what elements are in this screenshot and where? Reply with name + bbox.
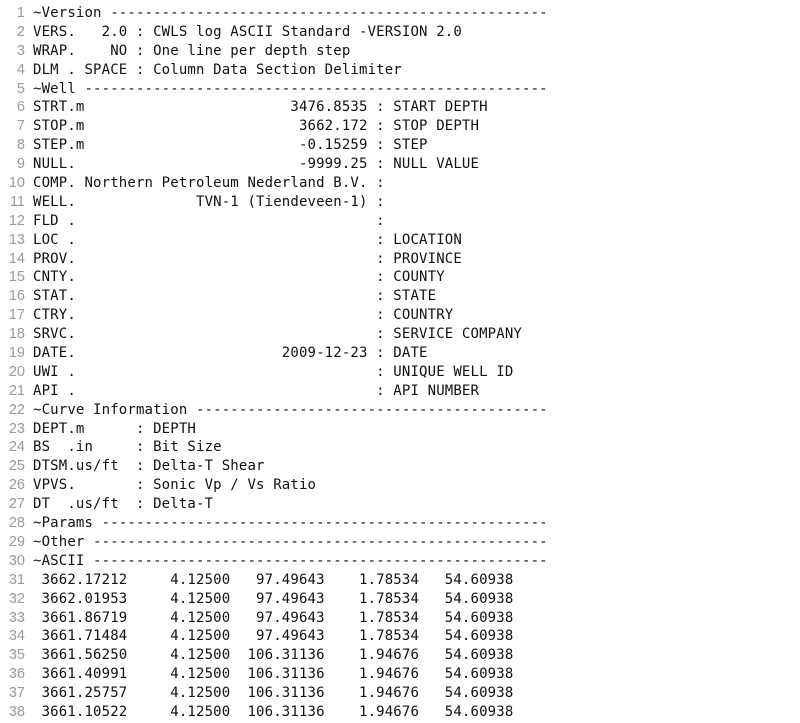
editor-line[interactable] [0,212,800,231]
editor-line[interactable] [0,552,800,571]
line-text[interactable]: 3661.25757 4.12500 106.31136 1.94676 54.60938 [33,685,514,702]
line-text[interactable]: WRAP. NO : One line per depth step [33,42,351,59]
editor-line[interactable] [0,703,800,722]
editor-line[interactable] [0,363,800,382]
line-text[interactable]: STEP.m -0.15259 : STEP [33,137,428,154]
line-number: 18 [8,326,25,343]
line-number: 10 [8,175,25,192]
line-number: 37 [8,685,25,702]
editor-line[interactable] [0,193,800,212]
line-text[interactable]: COMP. Northern Petroleum Nederland B.V. : [33,175,385,192]
line-number: 33 [8,609,25,626]
editor-line[interactable] [0,231,800,250]
line-number: 27 [8,496,25,513]
editor-line[interactable] [0,174,800,193]
line-text[interactable]: UWI . : UNIQUE WELL ID [33,363,514,380]
editor-line[interactable] [0,268,800,287]
line-text[interactable]: CTRY. : COUNTRY [33,307,454,324]
line-text[interactable]: DATE. 2009-12-23 : DATE [33,345,428,362]
editor-line[interactable] [0,514,800,533]
line-text[interactable]: ~Params ---------------------------------------------------- [33,515,548,532]
editor-line[interactable] [0,627,800,646]
editor-line[interactable] [0,325,800,344]
editor-line[interactable] [0,61,800,80]
editor-line[interactable] [0,287,800,306]
line-text[interactable]: ~Version --------------------------------------------------- [33,5,548,21]
line-number: 23 [8,420,25,437]
line-number: 24 [8,439,25,456]
line-number: 32 [8,590,25,607]
editor-line[interactable] [0,646,800,665]
line-number: 6 [16,99,25,116]
line-number: 2 [16,23,25,40]
text-editor[interactable] [0,4,800,722]
line-text[interactable]: NULL. -9999.25 : NULL VALUE [33,156,480,173]
line-text[interactable]: ~Curve Information ----------------------------------------- [33,401,548,418]
line-text[interactable]: SRVC. : SERVICE COMPANY [33,326,522,343]
line-number: 15 [8,269,25,286]
line-number: 14 [8,250,25,267]
editor-line[interactable] [0,155,800,174]
editor-line[interactable] [0,495,800,514]
line-number: 22 [8,401,25,418]
editor-line[interactable] [0,42,800,61]
line-text[interactable]: DT .us/ft : Delta-T [33,496,214,513]
line-text[interactable]: VPVS. : Sonic Vp / Vs Ratio [33,477,317,494]
line-text[interactable]: CNTY. : COUNTY [33,269,445,286]
line-number: 16 [8,288,25,305]
line-text[interactable]: STOP.m 3662.172 : STOP DEPTH [33,118,480,135]
line-number: 26 [8,477,25,494]
line-text[interactable]: ~Well ------------------------------------------------------ [33,80,548,97]
line-number: 19 [8,345,25,362]
editor-line[interactable] [0,609,800,628]
editor-line[interactable] [0,457,800,476]
editor-line[interactable] [0,401,800,420]
line-number: 11 [9,193,25,210]
editor-line[interactable] [0,665,800,684]
editor-line[interactable] [0,571,800,590]
line-number: 31 [8,571,25,588]
line-number: 9 [16,156,25,173]
line-text[interactable]: WELL. TVN-1 (Tiendeveen-1) : [33,193,385,210]
line-number: 36 [8,666,25,683]
line-number: 38 [8,703,25,720]
line-text[interactable]: DLM . SPACE : Column Data Section Delimiter [33,61,402,78]
line-text[interactable]: 3661.86719 4.12500 97.49643 1.78534 54.60938 [33,609,514,626]
editor-line[interactable] [0,250,800,269]
editor-line[interactable] [0,80,800,99]
line-text[interactable]: 3661.71484 4.12500 97.49643 1.78534 54.60938 [33,628,514,645]
line-text[interactable]: VERS. 2.0 : CWLS log ASCII Standard -VERSION 2.0 [33,23,462,40]
line-number: 5 [16,80,25,97]
line-number: 20 [8,363,25,380]
line-number: 25 [8,458,25,475]
line-text[interactable]: ~ASCII ----------------------------------------------------- [33,552,548,569]
line-number: 12 [8,212,25,229]
editor-line[interactable] [0,420,800,439]
line-number: 1 [16,5,25,21]
line-text[interactable]: 3661.40991 4.12500 106.31136 1.94676 54.60938 [33,666,514,683]
editor-line[interactable] [0,306,800,325]
line-number: 29 [8,533,25,550]
line-number: 17 [8,307,25,324]
line-text[interactable]: API . : API NUMBER [33,382,480,399]
line-text[interactable]: 3661.56250 4.12500 106.31136 1.94676 54.60938 [33,647,514,664]
line-text[interactable]: 3662.01953 4.12500 97.49643 1.78534 54.60938 [33,590,514,607]
line-number: 28 [8,515,25,532]
editor-line[interactable] [0,23,800,42]
line-number: 30 [8,552,25,569]
line-text[interactable]: DEPT.m : DEPTH [33,420,196,437]
editor-line[interactable] [0,4,800,23]
line-text[interactable]: LOC . : LOCATION [33,231,462,248]
line-text[interactable]: PROV. : PROVINCE [33,250,462,267]
editor-line[interactable] [0,438,800,457]
line-number: 35 [8,647,25,664]
editor-line[interactable] [0,344,800,363]
line-text[interactable]: DTSM.us/ft : Delta-T Shear [33,458,265,475]
line-text[interactable]: 3662.17212 4.12500 97.49643 1.78534 54.60938 [33,571,514,588]
line-number: 3 [16,42,25,59]
line-text[interactable]: 3661.10522 4.12500 106.31136 1.94676 54.60938 [33,703,514,720]
editor-line[interactable] [0,382,800,401]
line-number: 7 [16,118,25,135]
line-text[interactable]: STAT. : STATE [33,288,437,305]
line-number: 8 [16,137,25,154]
line-text[interactable]: FLD . : [33,212,385,229]
editor-line[interactable] [0,136,800,155]
editor-line[interactable] [0,533,800,552]
line-number: 13 [8,231,25,248]
line-text[interactable]: BS .in : Bit Size [33,439,222,456]
editor-line[interactable] [0,590,800,609]
editor-line[interactable] [0,98,800,117]
line-number: 34 [8,628,25,645]
editor-line[interactable] [0,684,800,703]
editor-line[interactable] [0,476,800,495]
line-text[interactable]: STRT.m 3476.8535 : START DEPTH [33,99,488,116]
line-text[interactable]: ~Other ----------------------------------------------------- [33,533,548,550]
line-number: 4 [16,61,25,78]
line-number: 21 [8,382,25,399]
editor-line[interactable] [0,117,800,136]
